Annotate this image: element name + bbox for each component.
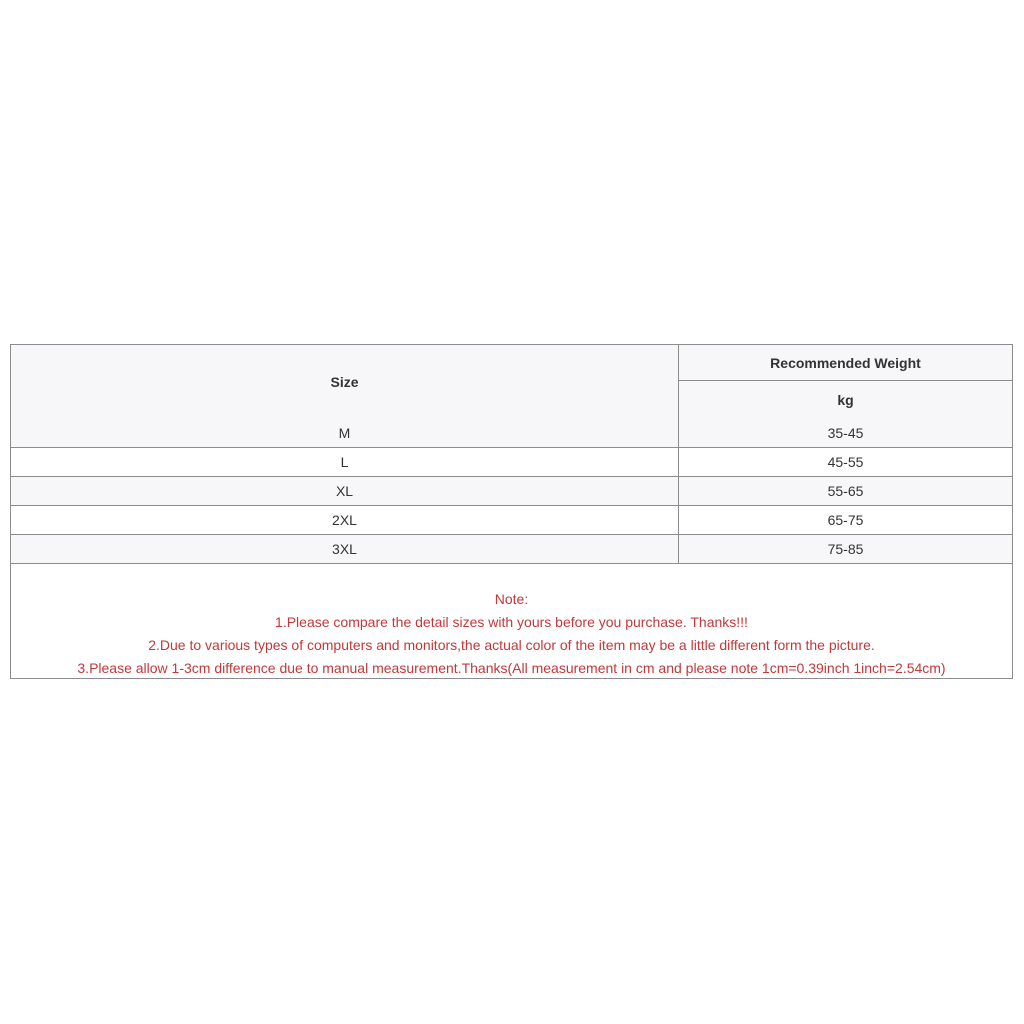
note-line-1: 1.Please compare the detail sizes with yours before you purchase. Thanks!!! (275, 614, 748, 630)
cell-size: 3XL (11, 535, 679, 563)
cell-weight: 65-75 (827, 512, 864, 528)
note-line-3: 3.Please allow 1-3cm difference due to manual measurement.Thanks(All measurement in cm and please note 1cm=0.39inch 1inch=2.54cm) (77, 660, 946, 676)
cell-size: M (11, 419, 679, 447)
header-size: Size (11, 345, 679, 419)
cell-weight: 45-55 (827, 454, 864, 470)
header-recommended-weight: Recommended Weight (679, 345, 1012, 381)
cell-size: L (11, 448, 679, 476)
size-chart-table (10, 344, 1013, 679)
cell-size: XL (11, 477, 679, 505)
note-title: Note: (494, 591, 529, 607)
table-body (11, 419, 1012, 564)
cell-size: 2XL (11, 506, 679, 534)
cell-weight: 75-85 (827, 541, 864, 557)
header-unit-kg: kg (679, 381, 1012, 419)
table-row (11, 506, 1012, 535)
table-row (11, 419, 1012, 448)
table-row (11, 535, 1012, 564)
cell-weight: 35-45 (827, 425, 864, 441)
cell-weight: 55-65 (827, 483, 864, 499)
table-row (11, 477, 1012, 506)
table-row (11, 448, 1012, 477)
notes-section (11, 588, 1012, 680)
note-line-2: 2.Due to various types of computers and monitors,the actual color of the item may be a little different form the picture. (148, 637, 875, 653)
